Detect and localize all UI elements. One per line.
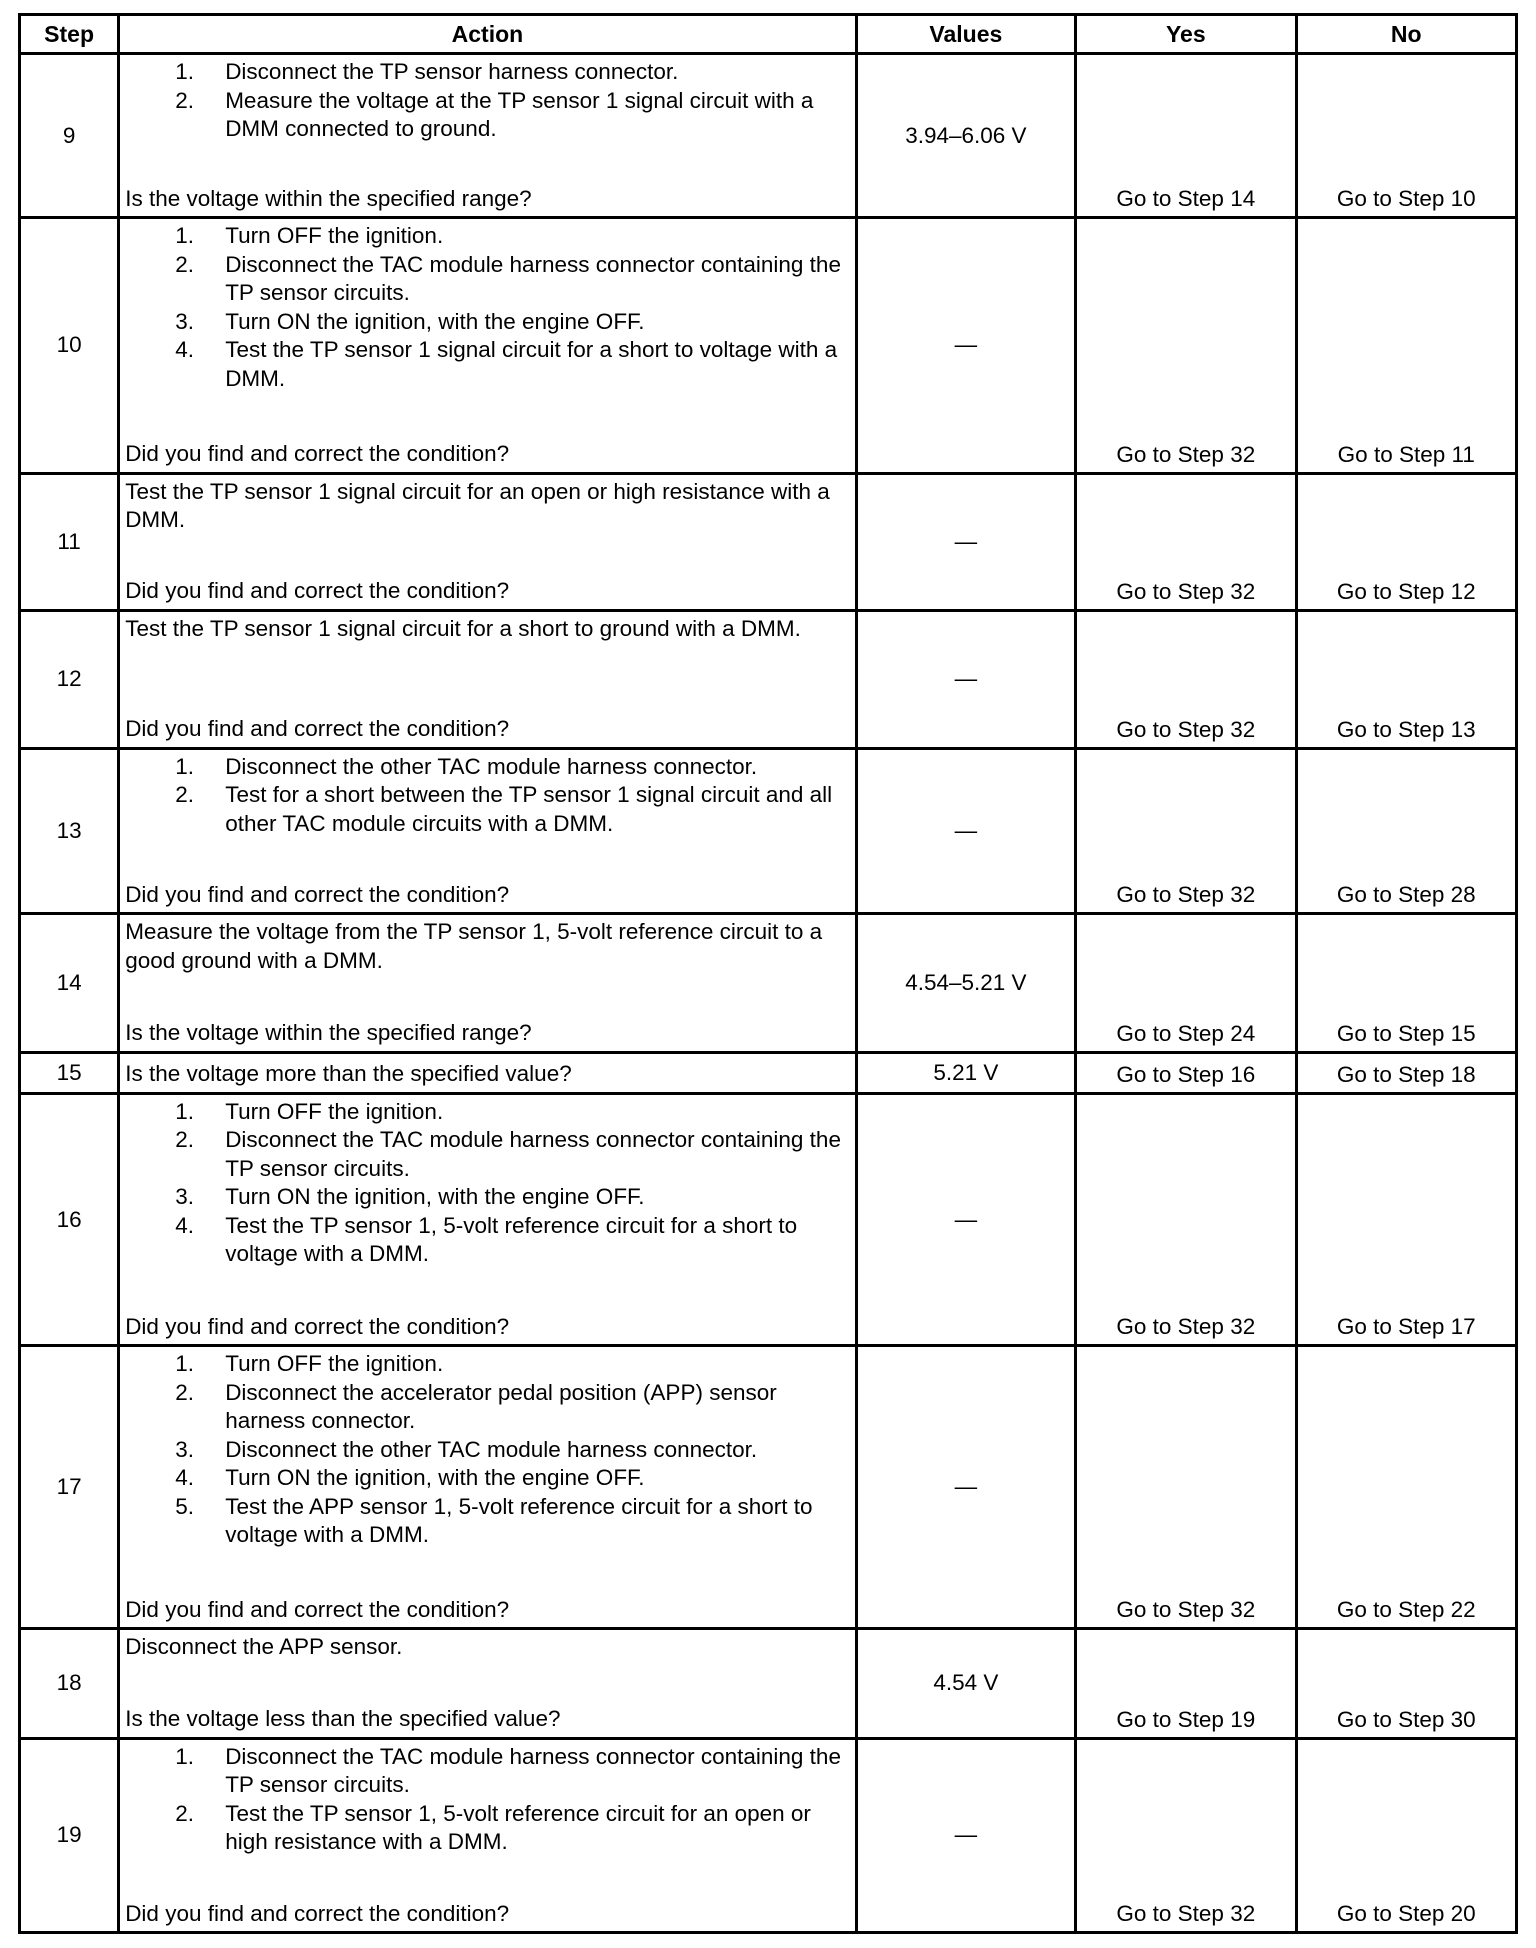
table-row bbox=[20, 748, 1517, 914]
yes-cell bbox=[1076, 1738, 1296, 1932]
action-step-item bbox=[125, 1126, 850, 1183]
action-step-item bbox=[125, 1350, 850, 1379]
action-step-item bbox=[125, 781, 850, 838]
action-question: Did you find and correct the condition? bbox=[125, 1596, 510, 1622]
action-cell bbox=[119, 610, 856, 748]
header-no: No bbox=[1296, 15, 1516, 54]
action-content bbox=[125, 478, 850, 606]
no-goto-link[interactable]: Go to Step 30 bbox=[1336, 1706, 1476, 1732]
action-step-number: 3. bbox=[175, 308, 194, 334]
action-content bbox=[125, 918, 850, 1047]
value-cell: 5.21 V bbox=[856, 1052, 1075, 1093]
table-row bbox=[20, 610, 1517, 748]
yes-goto-link[interactable]: Go to Step 32 bbox=[1116, 578, 1256, 604]
yes-goto-link[interactable]: Go to Step 32 bbox=[1116, 1597, 1256, 1623]
no-cell bbox=[1296, 1738, 1516, 1932]
no-cell bbox=[1296, 914, 1516, 1052]
action-step-item bbox=[125, 1436, 850, 1465]
step-number: 11 bbox=[20, 473, 119, 610]
action-step-item bbox=[125, 1800, 850, 1857]
action-cell bbox=[119, 1738, 856, 1932]
no-cell bbox=[1296, 748, 1516, 914]
action-step-text: Test for a short between the TP sensor 1 signal circuit and all other TAC module circuits with a DMM. bbox=[225, 782, 833, 836]
step-number: 13 bbox=[20, 748, 119, 914]
action-step-item bbox=[125, 251, 850, 308]
action-steps-list bbox=[125, 1350, 850, 1550]
action-step-text: Disconnect the accelerator pedal position (APP) sensor harness connector. bbox=[225, 1379, 777, 1434]
action-step-number: 2. bbox=[175, 1127, 194, 1153]
value-cell: — bbox=[856, 1738, 1075, 1932]
no-cell bbox=[1296, 610, 1516, 748]
action-steps-list bbox=[125, 1098, 850, 1269]
action-step-text: Turn OFF the ignition. bbox=[225, 223, 444, 249]
action-step-item bbox=[125, 1379, 850, 1436]
yes-cell bbox=[1076, 1346, 1296, 1629]
value-cell: — bbox=[856, 1346, 1075, 1629]
header-values: Values bbox=[856, 15, 1075, 54]
no-goto-link[interactable]: Go to Step 18 bbox=[1336, 1061, 1476, 1087]
action-step-number: 2. bbox=[175, 251, 194, 277]
action-cell bbox=[119, 218, 856, 473]
no-goto-link[interactable]: Go to Step 20 bbox=[1336, 1901, 1476, 1926]
step-number: 19 bbox=[20, 1738, 119, 1932]
action-instruction: Test the TP sensor 1 signal circuit for a short to ground with a DMM. bbox=[125, 615, 801, 641]
action-content bbox=[125, 222, 850, 468]
action-step-text: Disconnect the TAC module harness connector containing the TP sensor circuits. bbox=[225, 1127, 841, 1181]
action-step-item bbox=[125, 1464, 850, 1493]
table-row bbox=[20, 54, 1517, 218]
step-number: 16 bbox=[20, 1093, 119, 1346]
action-question: Did you find and correct the condition? bbox=[125, 716, 510, 742]
table-row bbox=[20, 1629, 1517, 1739]
header-step: Step bbox=[20, 15, 119, 54]
action-content bbox=[125, 753, 850, 910]
action-step-item bbox=[125, 58, 850, 87]
step-number: 10 bbox=[20, 218, 119, 473]
yes-cell bbox=[1076, 748, 1296, 914]
yes-goto-link[interactable]: Go to Step 32 bbox=[1116, 882, 1256, 908]
action-question: Is the voltage more than the specified value? bbox=[125, 1061, 572, 1087]
action-step-item bbox=[125, 222, 850, 251]
no-cell bbox=[1296, 54, 1516, 218]
action-step-number: 1. bbox=[175, 223, 194, 249]
action-step-number: 4. bbox=[175, 1465, 194, 1491]
action-step-text: Measure the voltage at the TP sensor 1 signal circuit with a DMM connected to ground. bbox=[225, 87, 814, 141]
no-goto-link[interactable]: Go to Step 12 bbox=[1336, 578, 1476, 604]
action-content bbox=[125, 1633, 850, 1734]
action-content bbox=[125, 1098, 850, 1342]
action-cell bbox=[119, 914, 856, 1052]
diagnostic-table-sheet bbox=[18, 13, 1518, 1934]
action-cell bbox=[119, 1093, 856, 1346]
action-step-number: 1. bbox=[175, 59, 194, 84]
action-question: Did you find and correct the condition? bbox=[125, 1313, 510, 1339]
action-step-text: Turn ON the ignition, with the engine OFF. bbox=[225, 308, 645, 334]
yes-goto-link[interactable]: Go to Step 16 bbox=[1116, 1061, 1256, 1087]
value-cell: 4.54–5.21 V bbox=[856, 914, 1075, 1052]
action-content bbox=[125, 1743, 850, 1928]
action-step-item bbox=[125, 1493, 850, 1550]
action-instruction: Test the TP sensor 1 signal circuit for an open or high resistance with a DMM. bbox=[125, 478, 830, 533]
action-step-item bbox=[125, 336, 850, 393]
no-cell bbox=[1296, 218, 1516, 473]
no-cell bbox=[1296, 1052, 1516, 1093]
action-step-text: Test the APP sensor 1, 5-volt reference circuit for a short to voltage with a DMM. bbox=[225, 1493, 813, 1548]
action-steps-list bbox=[125, 753, 850, 839]
value-cell: 3.94–6.06 V bbox=[856, 54, 1075, 218]
no-goto-link[interactable]: Go to Step 28 bbox=[1336, 882, 1476, 908]
step-number: 14 bbox=[20, 914, 119, 1052]
diagnostic-table bbox=[18, 13, 1518, 1934]
table-row bbox=[20, 1052, 1517, 1093]
header-action: Action bbox=[119, 15, 856, 54]
no-goto-link[interactable]: Go to Step 11 bbox=[1337, 441, 1475, 467]
yes-goto-link[interactable]: Go to Step 24 bbox=[1116, 1020, 1256, 1046]
action-step-text: Turn OFF the ignition. bbox=[225, 1351, 444, 1377]
yes-goto-link[interactable]: Go to Step 32 bbox=[1116, 716, 1256, 742]
action-step-text: Test the TP sensor 1, 5-volt reference circuit for a short to voltage with a DMM. bbox=[225, 1212, 798, 1267]
yes-cell bbox=[1076, 54, 1296, 218]
value-cell: — bbox=[856, 1093, 1075, 1346]
action-step-item bbox=[125, 1743, 850, 1800]
no-goto-link[interactable]: Go to Step 22 bbox=[1336, 1597, 1476, 1623]
table-row bbox=[20, 218, 1517, 473]
table-row bbox=[20, 1738, 1517, 1932]
action-step-number: 2. bbox=[175, 1379, 194, 1405]
action-step-number: 3. bbox=[175, 1436, 194, 1462]
no-cell bbox=[1296, 1629, 1516, 1739]
yes-cell bbox=[1076, 914, 1296, 1052]
action-step-item bbox=[125, 753, 850, 782]
action-question: Did you find and correct the condition? bbox=[125, 881, 510, 907]
step-number: 12 bbox=[20, 610, 119, 748]
action-content bbox=[125, 58, 850, 213]
table-body bbox=[20, 54, 1517, 1933]
no-goto-link[interactable]: Go to Step 17 bbox=[1336, 1314, 1476, 1340]
value-cell: 4.54 V bbox=[856, 1629, 1075, 1739]
action-cell bbox=[119, 1052, 856, 1093]
action-step-number: 1. bbox=[175, 1351, 194, 1377]
action-content bbox=[125, 1057, 850, 1089]
action-step-item bbox=[125, 1212, 850, 1269]
yes-cell bbox=[1076, 1052, 1296, 1093]
action-question: Did you find and correct the condition? bbox=[125, 1900, 510, 1926]
no-cell bbox=[1296, 1093, 1516, 1346]
action-step-text: Test the TP sensor 1, 5-volt reference circuit for an open or high resistance with a DMM. bbox=[225, 1800, 811, 1855]
action-cell bbox=[119, 1346, 856, 1629]
step-number: 18 bbox=[20, 1629, 119, 1739]
yes-goto-link[interactable]: Go to Step 32 bbox=[1116, 441, 1256, 467]
action-instruction: Measure the voltage from the TP sensor 1, 5-volt reference circuit to a good ground with a DMM. bbox=[125, 919, 823, 973]
step-number: 9 bbox=[20, 54, 119, 218]
table-row bbox=[20, 1093, 1517, 1346]
no-goto-link[interactable]: Go to Step 15 bbox=[1336, 1020, 1476, 1046]
action-step-item bbox=[125, 308, 850, 337]
step-number: 17 bbox=[20, 1346, 119, 1629]
yes-cell bbox=[1076, 1629, 1296, 1739]
action-step-text: Disconnect the other TAC module harness connector. bbox=[225, 753, 758, 779]
yes-goto-link[interactable]: Go to Step 32 bbox=[1116, 1901, 1256, 1926]
header-row bbox=[20, 15, 1517, 54]
action-question: Is the voltage within the specified range? bbox=[125, 185, 532, 211]
action-question: Did you find and correct the condition? bbox=[125, 578, 510, 604]
no-goto-link[interactable]: Go to Step 13 bbox=[1336, 716, 1476, 742]
action-content bbox=[125, 615, 850, 744]
yes-cell bbox=[1076, 473, 1296, 610]
action-cell bbox=[119, 473, 856, 610]
action-step-item bbox=[125, 1183, 850, 1212]
action-step-number: 2. bbox=[175, 782, 194, 808]
no-cell bbox=[1296, 473, 1516, 610]
action-steps-list bbox=[125, 222, 850, 393]
action-step-number: 2. bbox=[175, 1800, 194, 1826]
yes-goto-link[interactable]: Go to Step 19 bbox=[1116, 1706, 1256, 1732]
table-row bbox=[20, 473, 1517, 610]
action-step-text: Turn ON the ignition, with the engine OFF. bbox=[225, 1465, 645, 1491]
value-cell: — bbox=[856, 218, 1075, 473]
action-step-number: 1. bbox=[175, 1098, 194, 1124]
action-cell bbox=[119, 54, 856, 218]
step-number: 15 bbox=[20, 1052, 119, 1093]
action-instruction: Disconnect the APP sensor. bbox=[125, 1634, 403, 1660]
action-question: Is the voltage less than the specified value? bbox=[125, 1706, 561, 1732]
table-row bbox=[20, 1346, 1517, 1629]
value-cell: — bbox=[856, 473, 1075, 610]
action-step-text: Disconnect the other TAC module harness connector. bbox=[225, 1436, 758, 1462]
action-steps-list bbox=[125, 1743, 850, 1857]
header-yes: Yes bbox=[1076, 15, 1296, 54]
action-step-number: 3. bbox=[175, 1184, 194, 1210]
action-question: Did you find and correct the condition? bbox=[125, 441, 510, 467]
yes-goto-link[interactable]: Go to Step 32 bbox=[1116, 1314, 1256, 1340]
action-step-item bbox=[125, 1098, 850, 1127]
action-step-number: 1. bbox=[175, 753, 194, 779]
action-step-text: Turn OFF the ignition. bbox=[225, 1098, 444, 1124]
yes-goto-link[interactable]: Go to Step 14 bbox=[1116, 186, 1256, 212]
action-step-text: Disconnect the TAC module harness connector containing the TP sensor circuits. bbox=[225, 251, 841, 306]
value-cell: — bbox=[856, 748, 1075, 914]
action-step-number: 4. bbox=[175, 337, 194, 363]
action-step-number: 2. bbox=[175, 87, 194, 113]
action-steps-list bbox=[125, 58, 850, 144]
no-goto-link[interactable]: Go to Step 10 bbox=[1336, 186, 1476, 212]
yes-cell bbox=[1076, 218, 1296, 473]
action-step-text: Disconnect the TAC module harness connector containing the TP sensor circuits. bbox=[225, 1743, 841, 1798]
action-cell bbox=[119, 748, 856, 914]
action-content bbox=[125, 1350, 850, 1624]
action-step-text: Turn ON the ignition, with the engine OFF. bbox=[225, 1184, 645, 1210]
action-step-number: 4. bbox=[175, 1212, 194, 1238]
action-step-text: Disconnect the TP sensor harness connector. bbox=[225, 59, 679, 84]
action-step-item bbox=[125, 87, 850, 144]
table-row bbox=[20, 914, 1517, 1052]
yes-cell bbox=[1076, 610, 1296, 748]
action-step-number: 1. bbox=[175, 1743, 194, 1769]
action-cell bbox=[119, 1629, 856, 1739]
action-step-text: Test the TP sensor 1 signal circuit for a short to voltage with a DMM. bbox=[225, 337, 838, 391]
action-question: Is the voltage within the specified range? bbox=[125, 1020, 532, 1046]
action-step-number: 5. bbox=[175, 1493, 194, 1519]
yes-cell bbox=[1076, 1093, 1296, 1346]
value-cell: — bbox=[856, 610, 1075, 748]
no-cell bbox=[1296, 1346, 1516, 1629]
